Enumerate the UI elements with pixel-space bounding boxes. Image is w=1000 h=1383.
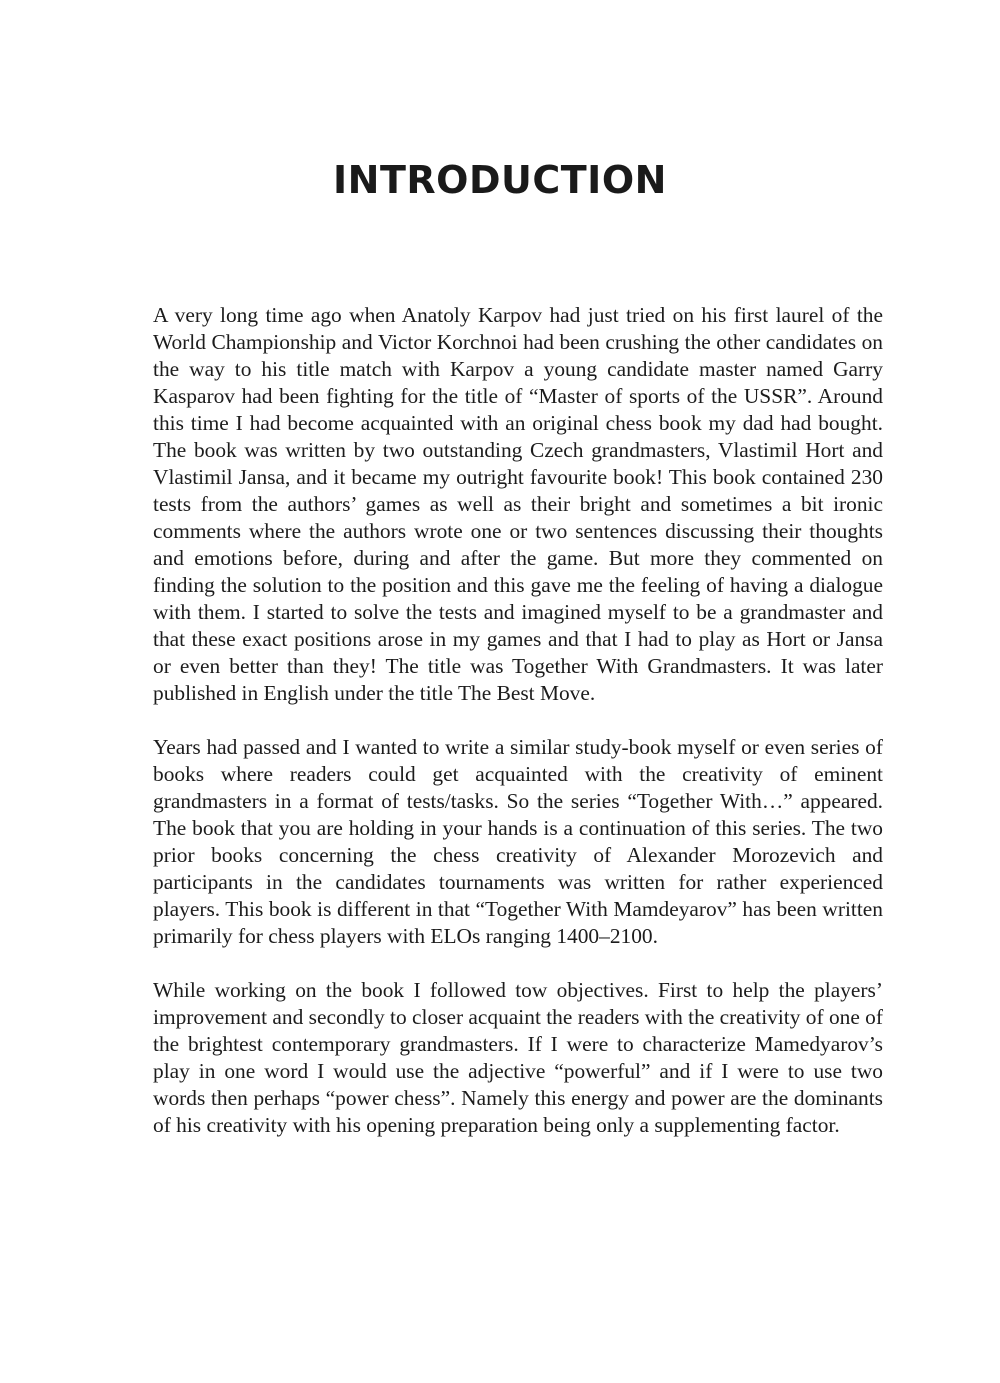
paragraph-2: Years had passed and I wanted to write a similar study-book myself or even series of books where readers could get acquainted with the creativity of eminent grandmasters in a format of tests/tasks. So the series “Together With…” appeared. The book that you are holding in your hands is a continuation of this series. The two prior books concerning the chess creativity of Alexander Morozevich and participants in the candidates tournaments was written for rather experienced players. This book is different in that “Together With Mamdeyarov” has been written primarily for chess players with ELOs ranging 1400–2100.	[153, 735, 883, 948]
paragraph-3: While working on the book I followed tow objectives. First to help the players’ improvement and secondly to closer acquaint the readers with the creativity of one of the brightest contemporary grandmasters. If I were to characterize Mamedyarov’s play in one word I would use the adjective “powerful” and if I were to use two words then perhaps “power chess”. Namely this energy and power are the dominants of his creativity with his opening preparation being only a supplementing factor.	[153, 978, 883, 1137]
body-text	[153, 302, 883, 1166]
page-title: INTRODUCTION	[333, 158, 667, 202]
paragraph-1: A very long time ago when Anatoly Karpov had just tried on his first laurel of the World Championship and Victor Korchnoi had been crushing the other candidates on the way to his title match with Karpov a young candidate master named Garry Kasparov had been fighting for the title of “Master of sports of the USSR”. Around this time I had become acquainted with an original chess book my dad had bought. The book was written by two outstanding Czech grandmasters, Vlastimil Hort and Vlastimil Jansa, and it became my outright favourite book! This book contained 230 tests from the authors’ games as well as their bright and sometimes a bit ironic comments where the authors wrote one or two sentences discussing their thoughts and emotions before, during and after the game. But more they commented on finding the solution to the position and this gave me the feeling of having a dialogue with them. I started to solve the tests and imagined myself to be a grandmaster and that these exact positions arose in my games and that I had to play as Hort or Jansa or even better than they! The title was Together With Grandmasters. It was later published in English under the title The Best Move.	[153, 303, 883, 705]
